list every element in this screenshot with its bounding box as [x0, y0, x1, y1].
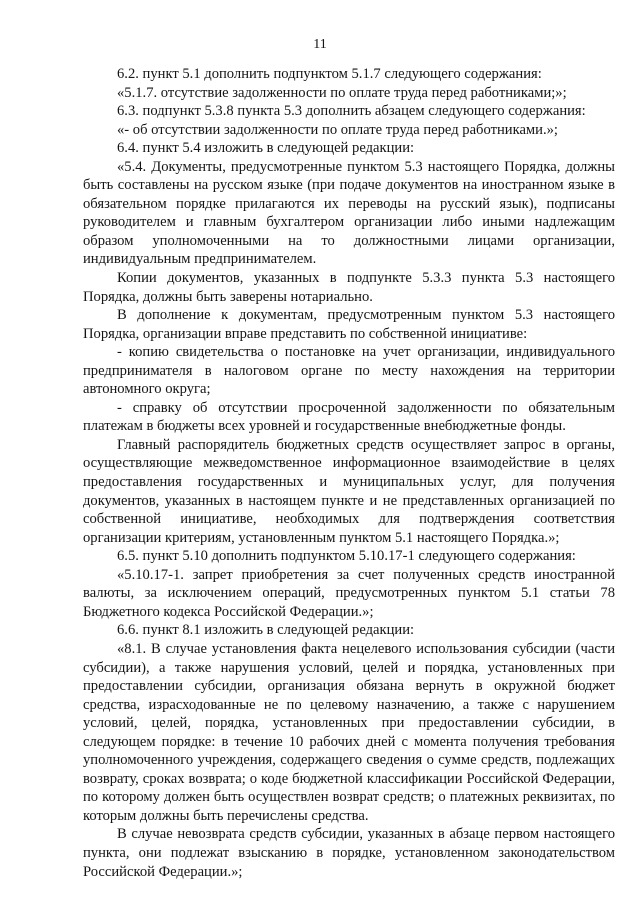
paragraph-6-3: 6.3. подпункт 5.3.8 пункта 5.3 дополнить абзацем следующего содержания:	[117, 103, 586, 120]
paragraph-5-10-17-1: «5.10.17-1. запрет приобретения за счет полученных средств иностранной валюты, за исключением операций, предусмотренных пунктом 5.1 статьи 78 Бюджетного кодекса Российской Федерации.»;	[83, 566, 615, 620]
document-body	[83, 65, 615, 881]
paragraph-5-1-7: «5.1.7. отсутствие задолженности по оплате труда перед работниками;»;	[117, 84, 567, 101]
paragraph-request: Главный распорядитель бюджетных средств осуществляет запрос в органы, осуществляющие межведомственное информационное взаимодействие в целях предоставления государственных и муниципальных услуг, для получения документов, указанных в настоящем пункте и не представленных организацией по собственной инициативе, необходимых для подтверждения соответствия организации критериям, установленным пунктом 5.1 настоящего Порядка.»;	[83, 436, 615, 546]
paragraph-8-1: «8.1. В случае установления факта нецелевого использования субсидии (части субсидии), а также нарушения условий, целей и порядка, установленных при предоставлении субсидии, организация обязана вернуть в окружной бюджет средства, израсходованные не по целевому назначению, а также с нарушением условий, целей, порядка, установленных при предоставлении субсидии, в следующем порядке: в течение 10 рабочих дней с момента получения требования уполномоченного учреждения, содержащего сведения о сумме средств, подлежащих возврату, сроках возврата; о коде бюджетной классификации Российской Федерации, по которому должен быть осуществлен возврат средств; о платежных реквизитах, по которым должны быть перечислены средства.	[83, 640, 615, 824]
paragraph-6-2: 6.2. пункт 5.1 дополнить подпунктом 5.1.7 следующего содержания:	[117, 66, 542, 82]
paragraph-6-5: 6.5. пункт 5.10 дополнить подпунктом 5.10.17-1 следующего содержания:	[117, 548, 576, 565]
paragraph-5-4: «5.4. Документы, предусмотренные пунктом 5.3 настоящего Порядка, должны быть составлены на русском языке (при подаче документов на иностранном языке в обязательном порядке прилагаются их переводы на русский язык), подписаны руководителем и главным бухгалтером организации либо иными надлежащим образом уполномоченными на то должностными лицами организации, индивидуальным предпринимателем.	[83, 158, 615, 268]
paragraph-debt-reference: - справку об отсутствии просроченной задолженности по обязательным платежам в бюджеты всех уровней и государственные внебюджетные фонды.	[83, 399, 615, 435]
paragraph-certificate-copy: - копию свидетельства о постановке на учет организации, индивидуального предпринимателя в налоговом органе по месту нахождения на территории автономного округа;	[83, 344, 615, 398]
paragraph-6-4: 6.4. пункт 5.4 изложить в следующей редакции:	[117, 140, 415, 157]
paragraph-6-6: 6.6. пункт 8.1 изложить в следующей редакции:	[117, 622, 415, 639]
paragraph-no-debt: «- об отсутствии задолженности по оплате труда перед работниками.»;	[117, 121, 558, 138]
paragraph-copies: Копии документов, указанных в подпункте 5.3.3 пункта 5.3 настоящего Порядка, должны быть заверены нотариально.	[83, 270, 615, 305]
paragraph-non-return: В случае невозврата средств субсидии, указанных в абзаце первом настоящего пункта, они подлежат взысканию в порядке, установленном законодательством Российской Федерации.»;	[83, 826, 615, 880]
paragraph-addition: В дополнение к документам, предусмотренным пунктом 5.3 настоящего Порядка, организации вправе представить по собственной инициативе:	[83, 307, 615, 342]
page-number: 11	[313, 37, 327, 52]
